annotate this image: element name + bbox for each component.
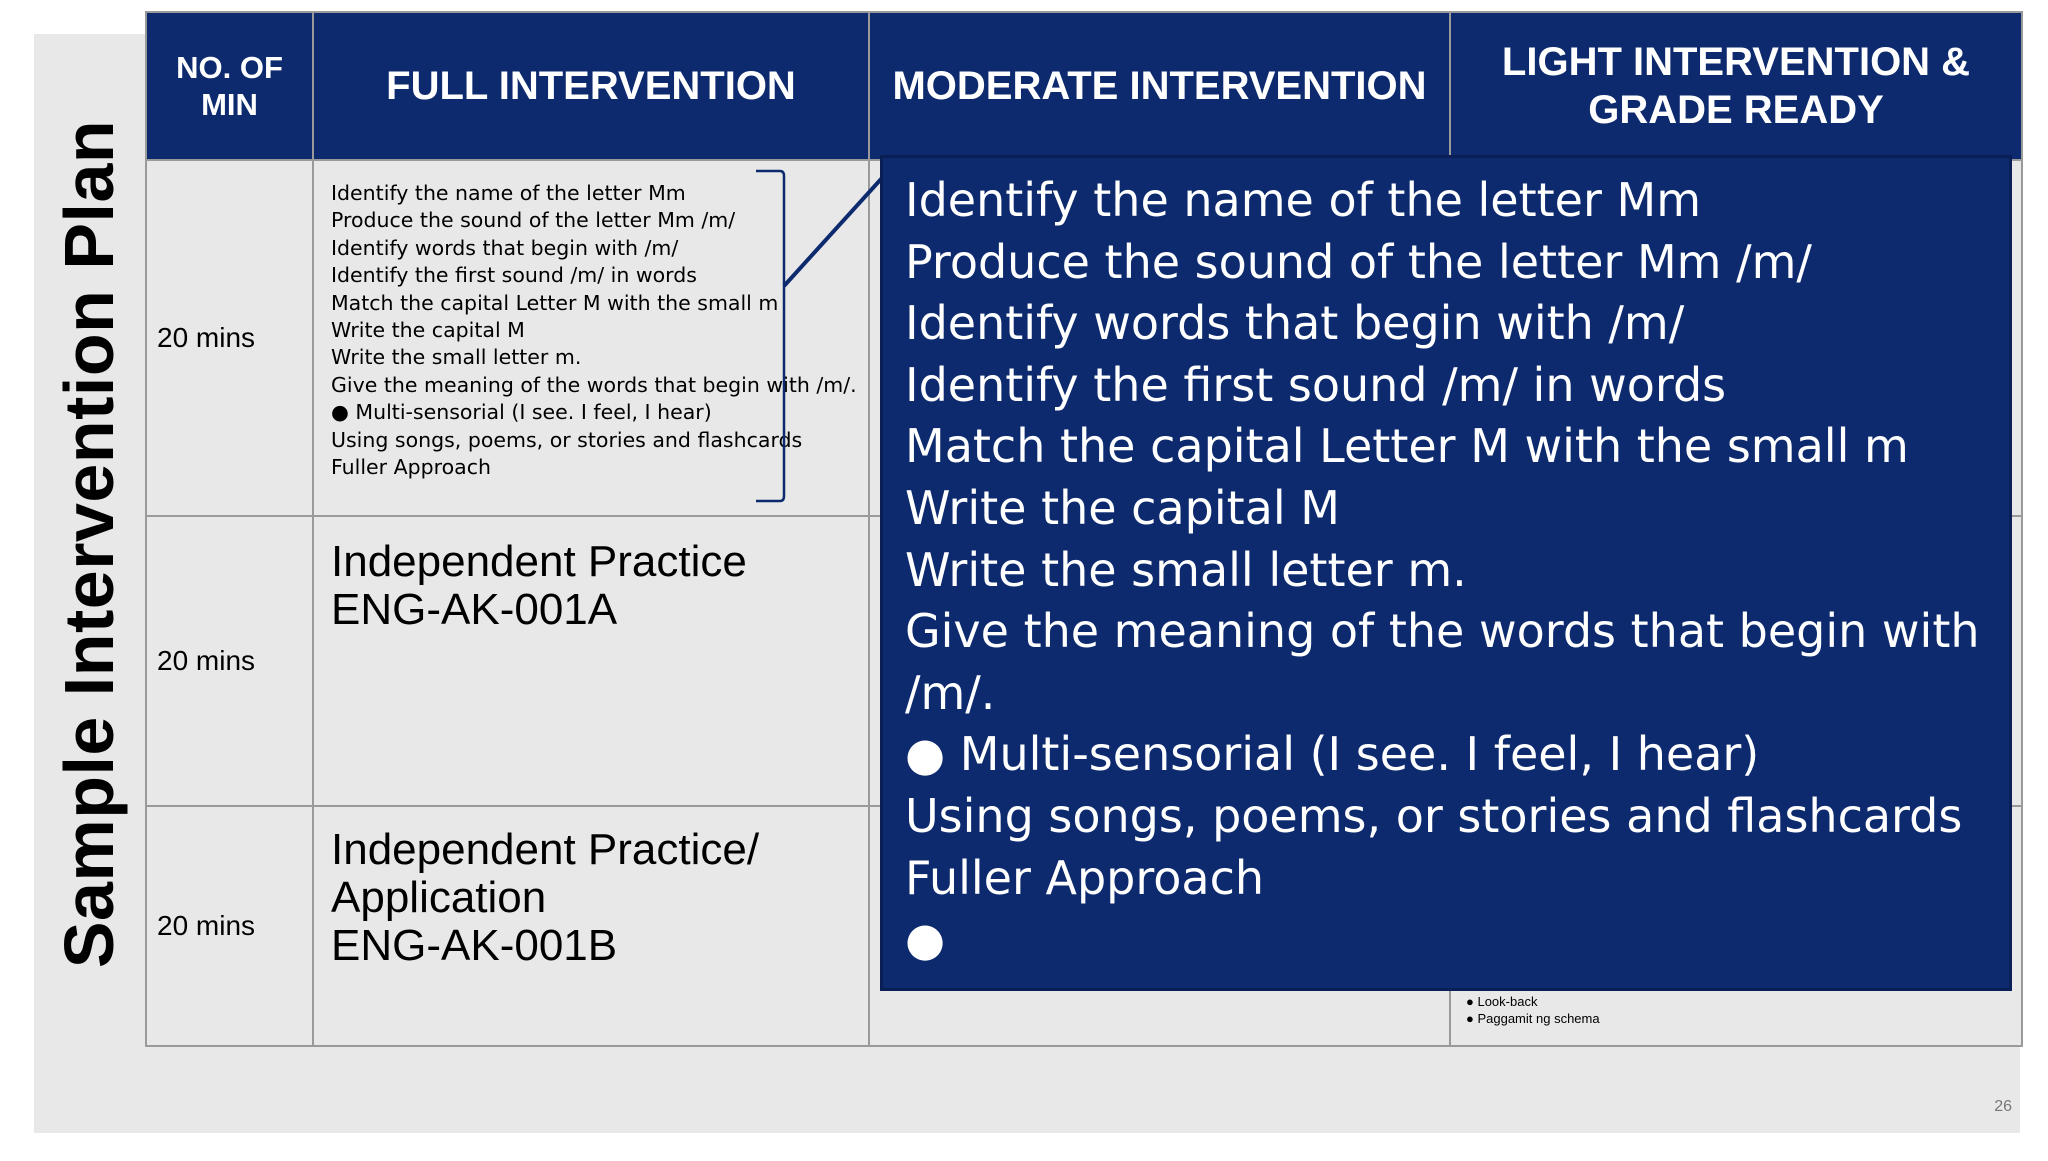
row-3-full-intervention <box>313 806 869 1046</box>
row-2-minutes: 20 mins <box>146 516 313 806</box>
zoom-line: Match the capital Letter M with the small m <box>905 419 1909 474</box>
table-header-row <box>146 12 2022 160</box>
header-moderate-intervention: MODERATE INTERVENTION <box>869 12 1450 160</box>
row-1-full-intervention <box>313 160 869 516</box>
independent-practice-a <box>315 518 867 634</box>
header-no-of-min: NO. OF MIN <box>146 12 313 160</box>
list-item: ● Look-back <box>1466 994 1538 1009</box>
zoom-line: Produce the sound of the letter Mm /m/ <box>905 234 1812 289</box>
slide-title-text: Sample Intervention Plan <box>50 119 128 969</box>
list-item: ● Multi-sensorial (I see. I feel, I hear) <box>331 400 712 425</box>
practice-code: ENG-AK-001A <box>331 585 618 634</box>
zoom-line: Fuller Approach <box>905 850 1265 905</box>
list-item: Fuller Approach <box>331 454 492 479</box>
header-light-intervention: LIGHT INTERVENTION & GRADE READY <box>1450 12 2022 160</box>
slide-title-vertical <box>34 34 144 1054</box>
zoom-line: Identify words that begin with /m/ <box>905 296 1685 351</box>
list-item: Match the capital Letter M with the small m <box>331 290 779 315</box>
list-item: Write the small letter m. <box>331 345 582 370</box>
practice-line: Independent Practice/ <box>331 825 760 874</box>
list-item: Identify words that begin with /m/ <box>331 235 679 260</box>
zoom-line: Write the small letter m. <box>905 542 1467 597</box>
list-item: Give the meaning of the words that begin with /m/. <box>331 372 857 397</box>
list-item: Write the capital M <box>331 317 525 342</box>
zoom-line: Identify the name of the letter Mm <box>905 173 1702 227</box>
zoomed-objectives-box <box>880 155 2012 991</box>
light-intervention-list <box>1466 993 1600 1027</box>
practice-line: Application <box>331 873 547 922</box>
header-full-intervention: FULL INTERVENTION <box>313 12 869 160</box>
row-2-full-intervention <box>313 516 869 806</box>
page-number: 26 <box>1994 1098 2012 1115</box>
list-item: Produce the sound of the letter Mm /m/ <box>331 208 736 233</box>
zoom-line: ● Multi-sensorial (I see. I feel, I hear) <box>905 727 1760 782</box>
list-item: Using songs, poems, or stories and flashcards <box>331 427 803 452</box>
row-3-minutes: 20 mins <box>146 806 313 1046</box>
zoom-line: Using songs, poems, or stories and flashcards <box>905 788 1963 843</box>
list-item: Identify the first sound /m/ in words <box>331 263 697 288</box>
zoom-line: Identify the first sound /m/ in words <box>905 357 1727 412</box>
list-item: Identify the name of the letter Mm <box>331 181 686 205</box>
zoom-line: /m/. <box>905 665 996 720</box>
full-intervention-list <box>315 162 867 481</box>
practice-line: Independent Practice <box>331 537 747 586</box>
zoom-line: Give the meaning of the words that begin with <box>905 604 1980 659</box>
zoom-line: Write the capital M <box>905 480 1340 535</box>
zoom-line: ● <box>905 912 946 967</box>
independent-practice-b <box>315 808 867 970</box>
row-1-minutes: 20 mins <box>146 160 313 516</box>
list-item: ● Paggamit ng schema <box>1466 1011 1600 1026</box>
practice-code: ENG-AK-001B <box>331 921 618 970</box>
